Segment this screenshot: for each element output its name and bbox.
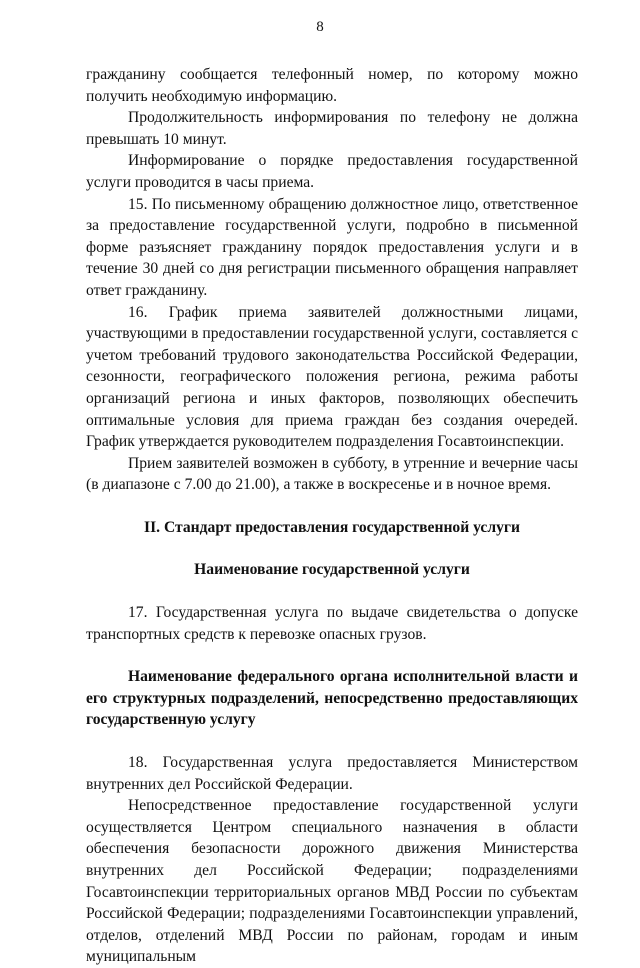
paragraph-17: 17. Государственная услуга по выдаче свидетельства о допуске транспортных средств к перевозке опасных грузов. bbox=[86, 604, 578, 643]
document-body bbox=[86, 64, 578, 968]
subheading-service-name: Наименование государственной услуги bbox=[194, 561, 470, 579]
paragraph-duration: Продолжительность информирования по телефону не должна превышать 10 минут. bbox=[86, 109, 578, 148]
subheading-federal-body: Наименование федерального органа исполнительной власти и его структурных подразделений, непосредственно предоставляющих государственную услугу bbox=[86, 668, 578, 729]
page-number: 8 bbox=[316, 19, 324, 35]
paragraph-15: 15. По письменному обращению должностное лицо, ответственное за предоставление государственной услуги, подробно в письменной форме разъясняет гражданину порядок предоставления услуги и в течение 30 дней со дня регистрации письменного обращения направляет ответ гражданину. bbox=[86, 195, 578, 299]
paragraph-continuation: гражданину сообщается телефонный номер, по которому можно получить необходимую информацию. bbox=[86, 66, 578, 105]
paragraph-16: 16. График приема заявителей должностными лицами, участвующими в предоставлении государственной услуги, составляется с учетом требований трудового законодательства Российской Федерации, сезонности, географического положения региона, режима работы организаций региона и иных факторов, позволяющих обеспечить оптимальные условия для приема граждан без создания очередей. График утверждается руководителем подразделения Госавтоинспекции. bbox=[86, 303, 578, 451]
paragraph-direct-provision: Непосредственное предоставление государственной услуги осуществляется Центром специального назначения в области обеспечения безопасности дорожного движения Министерства внутренних дел Российской Федерации; подразделениями Госавтоинспекции территориальных органов МВД России по субъектам Российской Федерации; подразделениями Госавтоинспекции управлений, отделов, отделений МВД России по районам, городам и иным муниципальным bbox=[86, 797, 578, 966]
paragraph-18: 18. Государственная услуга предоставляется Министерством внутренних дел Российской Федерации. bbox=[86, 754, 578, 793]
paragraph-hours: Информирование о порядке предоставления государственной услуги проводится в часы приема. bbox=[86, 152, 578, 191]
section-heading: II. Стандарт предоставления государственной услуги bbox=[144, 518, 520, 536]
paragraph-reception: Прием заявителей возможен в субботу, в утренние и вечерние часы (в диапазоне с 7.00 до 21.00), а также в воскресенье и в ночное время. bbox=[86, 454, 578, 494]
